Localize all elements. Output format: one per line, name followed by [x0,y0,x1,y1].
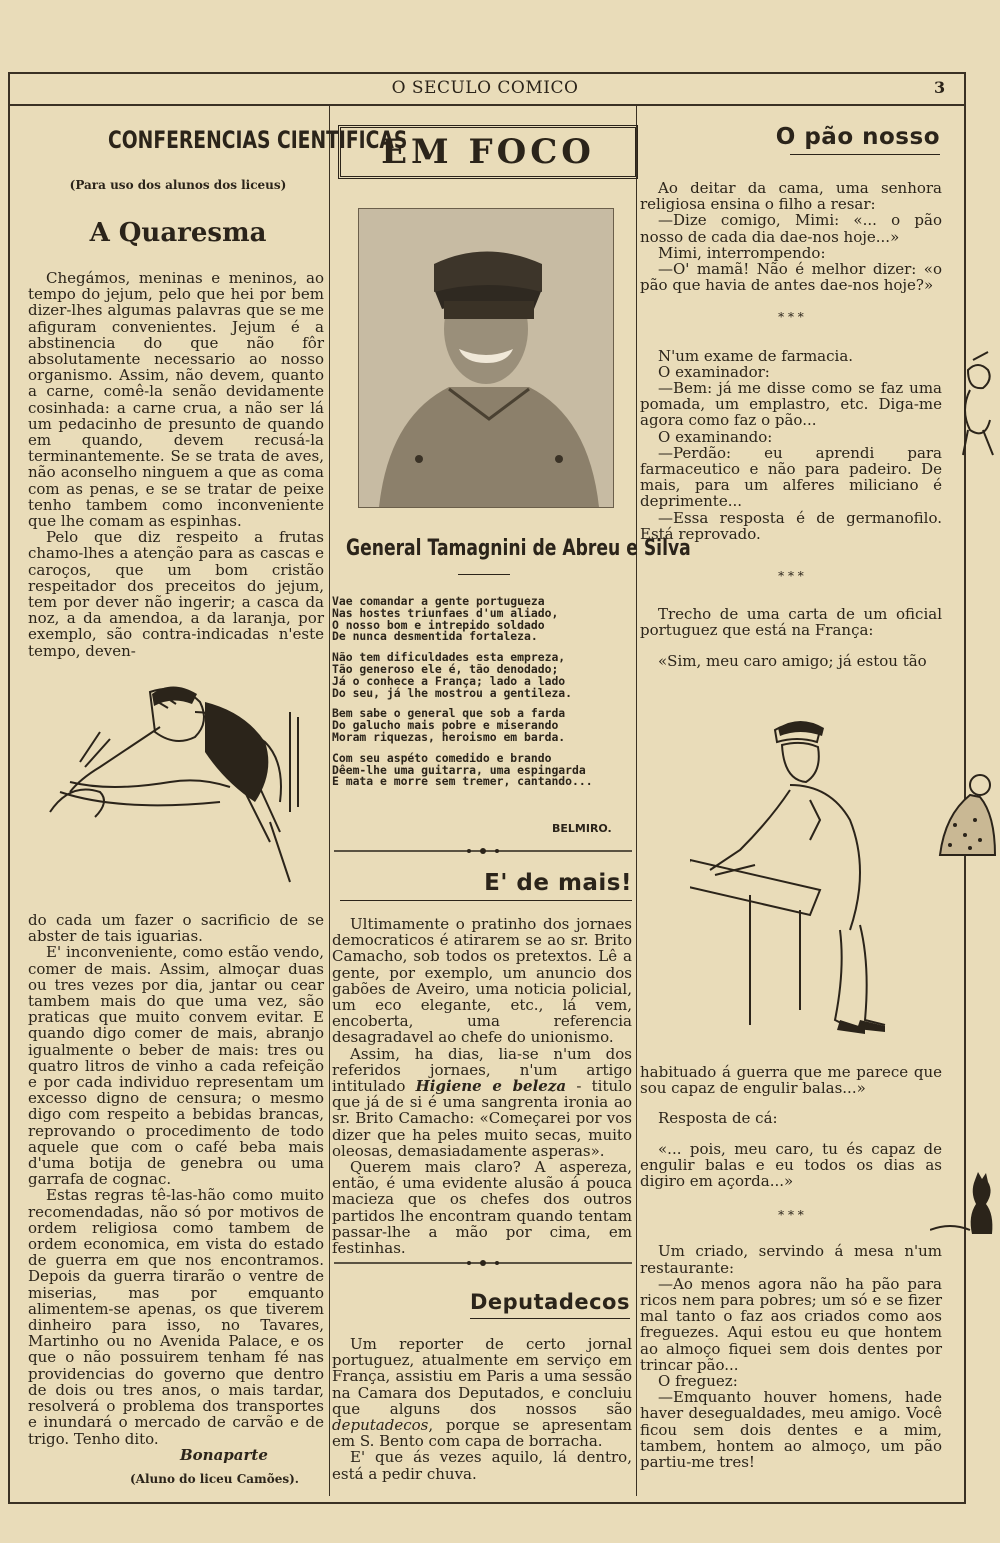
column-rule-left [329,106,330,1496]
poem-line: Bem sabe o general que sob a farda [332,706,566,721]
poem-line: Tão generoso ele é, tão denodado; [332,661,559,676]
general-portrait-photo [358,208,614,508]
photo-caption-general: General Tamagnini de Abreu e Silva [346,536,691,561]
emphasis-word: deputadecos [332,1416,429,1435]
em-foco-banner [338,125,638,179]
text-span: Um reporter de certo jornal portuguez, atualmente em serviço em França, assistiu em Paris a uma sessão na Camara dos Deputados, e concluiu que alguns dos nossos são [332,1335,632,1418]
caption-rule [458,574,510,575]
poem-line: Dêem-lhe uma guitarra, uma espingarda [332,762,586,777]
deputadecos-body [332,1336,632,1482]
joke-2-line: —Perdão: eu aprendi para farmaceutico e não para padeiro. De mais, para um alferes miliciano é deprimente... [640,443,942,511]
joke-3-intro: Trecho de uma carta de um oficial portuguez que está na França: [640,605,942,640]
stars-separator: * * * [778,1208,804,1223]
poem-stanza-4 [332,750,632,789]
poem-line: E mata e morre sem tremer, cantando... [332,774,593,789]
article-title-deputadecos: Deputadecos [469,1290,630,1314]
joke-4-line: —Emquanto houver homens, hade haver desegualdades, meu amigo. Você ficou sem dois dentes e a mim, tambem, hontem ao almoço, um pão partiu-me tres! [640,1388,942,1472]
quaresma-paragraph-2: Pelo que diz respeito a frutas chamo-lhes a atenção para as cascas e caroços, que um bom cristão respeitador dos preceitos do jejum, tem por dever não ingerir; a casca da noz, a da amendoa, a da laranja, por exemplo, são contra-indicadas n'este tempo, deven- [28,528,324,660]
ornamental-divider [334,1258,632,1268]
de-mais-paragraph-3: Querem mais claro? A aspereza, então, é uma evidente alusão á pouca macieza que os chefes dos outros partidos lhe encontram quando tentam passar-lhe a mão por cima, em festinhas. [332,1158,632,1258]
subtitle-liceus: (Para uso dos alunos dos liceus) [69,178,287,192]
general-portrait-drawing [359,209,613,507]
quaresma-paragraph-4: E' inconveniente, como estão vendo, comer de mais. Assim, almoçar duas ou tres vezes por dia, jantar ou cear tambem mais do que uma vez, são praticas que muito convem evitar. E quando digo comer de mais, abranjo igualmente o beber de mais: tres ou quatro litros de vinho a cada refeição e por cada individuo representam um excesso digno de censura; o mesmo digo com respeito a bebidas brancas, reprovando o procedimento de todo aquele que com o café beba mais d'uma botija de genebra ou uma garrafa de cognac. [28,943,324,1189]
poem-line: De nunca desmentida fortaleza. [332,629,538,644]
quaresma-body-bottom [28,912,324,1447]
joke-2-line: —Bem: já me disse como se faz uma pomada, um emplastro, etc. Diga-me agora como faz o pão... [640,379,942,430]
de-mais-paragraph-2 [332,1046,632,1159]
poem-em-foco [332,596,632,797]
joke-3-line: Resposta de cá: [658,1109,778,1128]
text-span: , porque se apresentam em S. Bento com capa de borracha. [332,1416,632,1451]
poem-line: Do galucho mais pobre e miserando [332,718,559,733]
poem-line: Com seu aspéto comedido e brando [332,750,552,765]
poem-line: Do seu, já lhe mostrou a gentileza. [332,685,573,700]
joke-1-line: Mimi, interrompendo: [658,243,826,262]
joke-4-line: O freguez: [658,1372,738,1391]
article-title-pao-nosso: O pão nosso [775,124,940,150]
poem-line: Moram riquezas, heroismo em barda. [332,729,566,744]
joke-1-line: —Dize comigo, Mimi: «... o pão nosso de cada dia dae-nos hoje...» [640,211,942,246]
margin-doodle-cat [930,1170,1000,1240]
poem-stanza-3 [332,708,632,743]
article-title-quaresma: A Quaresma [89,218,267,248]
title-rule [790,154,940,155]
ornamental-divider [334,846,632,856]
em-foco-banner-text: EM FOCO [381,132,595,172]
joke-2-intro: N'um exame de farmacia. [658,346,854,365]
joke-3-line: «... pois, meu caro, tu és capaz de engulir balas e eu todos os dias as digiro em açorda...» [640,1139,942,1191]
joke-3-line: habituado á guerra que me parece que sou capaz de engulir balas...» [640,1063,942,1098]
article-title-de-mais: E' de mais! [484,870,632,896]
quaresma-paragraph-5: Estas regras tê-las-hão como muito recomendadas, não só por motivos de ordem religiosa como tambem de ordem economica, em vista do estado de guerra em que nos encontramos. Depois da guerra tirarão o ventre de miserias, mas por emquanto alimentem-se apenas, os que tiverem dinheiro para isso, no Tavares, Martinho ou no Avenida Palace, e os que o não possuirem tenham fé nas providencias do governo que dentro de dois ou tres anos, o mais tardar, resolverá o problema dos transportes e inundará o mercado de carvão e de trigo. Tenho dito. [28,1186,324,1448]
poem-line: Não tem dificuldades esta empreza, [332,650,566,665]
title-rule [340,900,632,901]
masthead: O SECULO COMICO [391,78,579,98]
joke-2-line: O examinando: [658,427,773,446]
joke-3-line: «Sim, meu caro amigo; já estou tão [658,651,927,670]
poem-line: O nosso bom e intrepido soldado [332,617,545,632]
poem-line: Vae comandar a gente portugueza [332,594,545,608]
stars-separator: * * * [778,310,804,325]
page-number: 3 [934,78,946,97]
pao-nosso-jokes-bottom [640,1064,942,1470]
pao-nosso-jokes-top [640,180,942,669]
deputadecos-paragraph-2: E' que ás vezes aquilo, lá dentro, está a pedir chuva. [332,1448,632,1483]
signature-note: (Aluno do liceu Camões). [130,1472,299,1486]
joke-2-line: O examinador: [658,362,770,381]
signature-bonaparte: Bonaparte [180,1446,268,1464]
column-rule-right [636,106,637,1496]
title-rule [470,1318,630,1319]
poem-author: BELMIRO. [552,822,612,835]
text-span: Assim, ha dias, lia-se n'um dos referidos jornaes, n'um artigo intitulado [332,1044,632,1096]
quaresma-paragraph-3: do cada um fazer o sacrificio de se abster de tais iguarias. [28,911,324,946]
quaresma-paragraph-1: Chegámos, meninas e meninos, ao tempo do jejum, pelo que hei por bem dizer-lhes algumas palavras que se me afiguram convenientes. Jejum é a abstinencia do que não fôr absolutamente necessario ao nosso organismo. Assim, não devem, quanto a carne, comê-la senão devidamente cosinhada: a carne crua, a não ser lá um pedacinho de presunto de quando em quando, devem recusá-la terminantemente. Se se trata de aves, não aconselho ninguem a que as coma com as penas, e se se tratar de peixe tenho tambem como inconveniente que lhe comam as espinhas. [28,269,324,531]
deputadecos-paragraph-1 [332,1336,632,1449]
emphasis-title: Higiene e beleza [415,1077,567,1096]
de-mais-paragraph-1: Ultimamente o pratinho dos jornaes democraticos é atirarem se ao sr. Brito Camacho, sob todos os pretextos. Lê a gente, por exemplo, um anuncio dos gabões de Aveiro, uma noticia policial, um eco elegante, etc., lá vem, encoberta, uma referencia desagradavel ao chefe do unionismo. [332,915,632,1047]
poem-stanza-2 [332,652,632,699]
de-mais-body [332,916,632,1256]
joke-1-line: —O' mamã! Não é melhor dizer: «o pão que havia de antes dae-nos hoje?» [640,260,942,295]
text-span: - titulo que já de si é uma sangrenta ironia ao sr. Brito Camacho: «Começarei por vos dizer que ha peles muito secas, muito oleosas, demasiadamente asperas». [332,1077,632,1160]
joke-4-line: —Ao menos agora não ha pão para ricos nem para pobres; um só e se fizer mal tanto o faz aos criados como aos freguezes. Aqui estou eu que hontem ao almoço fiquei sem dois dentes por trincar pão... [640,1274,942,1374]
stars-separator: * * * [778,569,804,584]
margin-doodle-figure [948,350,998,460]
joke-1-intro: Ao deitar da cama, uma senhora religiosa ensina o filho a resar: [640,179,942,214]
header-rule [8,104,964,106]
quaresma-body-top [28,270,324,659]
poem-line: Já o conhece a França; lado a lado [332,673,566,688]
poem-line: Nas hostes triunfaes d'um aliado, [332,605,559,620]
section-title-conferencias: CONFERENCIAS CIENTIFICAS [108,126,408,154]
illustration-man-writing [40,672,310,892]
poem-stanza-1 [332,596,632,643]
joke-2-line: —Essa resposta é de germanofilo. Está reprovado. [640,508,942,543]
margin-doodle-lady [935,770,1000,860]
joke-4-intro: Um criado, servindo á mesa n'um restaurante: [640,1242,942,1277]
illustration-soldier-writing [690,710,900,1050]
